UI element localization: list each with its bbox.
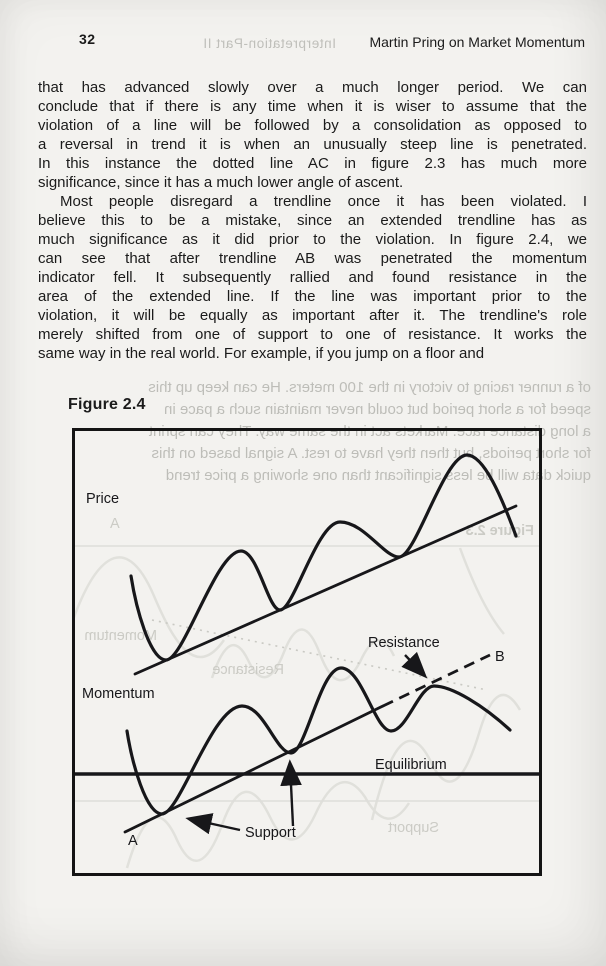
momentum-trendline-ab	[125, 655, 490, 832]
figure-2-4	[72, 428, 542, 876]
bleedthrough-curves	[72, 548, 520, 868]
text-line: violation of a line will be followed by a consolidation as opposed to	[38, 117, 587, 134]
figure-caption: Figure 2.4	[68, 396, 146, 413]
text-line: merely shifted from one of support to one of resistance. It works the	[38, 326, 587, 343]
text-line: can see that after trendline AB was penetrated the momentum	[38, 250, 587, 267]
resistance-arrow	[405, 655, 424, 675]
bleedthrough-label-a: A	[110, 516, 120, 532]
body-text	[38, 78, 587, 363]
bleedthrough-line: speed for a short period but could never maintain such a pace in	[164, 401, 591, 418]
paragraph-2	[38, 192, 587, 363]
text-line: believe this to be a mistake, since an extended trendline has as	[38, 212, 587, 229]
price-label: Price	[86, 491, 120, 507]
point-b-label: B	[495, 649, 505, 665]
text-line: indicator fell. It subsequently rallied and found resistance in the	[38, 269, 587, 286]
support-arrow-left	[190, 819, 240, 830]
bleedthrough-figure-ref: Figure 2.3	[465, 523, 534, 539]
point-a-label: A	[128, 833, 138, 849]
momentum-curve	[127, 668, 510, 814]
text-line: Most people disregard a trendline once it has been violated. I	[60, 193, 587, 210]
figure-2-4-diagram	[72, 428, 542, 876]
bleedthrough-line: of a runner racing to victory in the 100 meters. He can keep up this	[148, 379, 591, 396]
extended-dashed-line	[383, 655, 490, 706]
text-line: violation, it will be equally as important after it. The trendline's role	[38, 307, 587, 324]
price-curve	[131, 455, 516, 660]
text-line: that has advanced slowly over a much longer period. We can	[38, 79, 587, 96]
resistance-label: Resistance	[368, 635, 440, 651]
bleedthrough-header: Interpretation-Part II	[202, 36, 336, 51]
bleedthrough-line: for short periods, but then they have to rest. A signal based on this	[151, 445, 591, 462]
figure-border	[74, 430, 541, 875]
support-label: Support	[245, 825, 296, 841]
paragraph-1	[38, 78, 587, 192]
panel-rules	[72, 546, 542, 801]
text-line: same way in the real world. For example, if you jump on a floor and	[38, 345, 485, 362]
text-line: area of the extended line. If the line was important prior to the	[38, 288, 587, 305]
equilibrium-label: Equilibrium	[375, 757, 447, 773]
bleedthrough-line: a long distance race. Markets act in the same way. They can sprint	[148, 423, 591, 440]
text-line: a reversal in trend it is when an unusually steep line is penetrated.	[38, 136, 587, 153]
text-line: In this instance the dotted line AC in figure 2.3 has much more	[38, 155, 587, 172]
momentum-label: Momentum	[82, 686, 155, 702]
running-title: Martin Pring on Market Momentum	[369, 34, 585, 50]
bleedthrough-label-support: Support	[388, 820, 439, 836]
bleedthrough-label-resistance: Resistance	[212, 662, 284, 678]
text-line: significance, since it has a much lower angle of ascent.	[38, 174, 404, 191]
text-line: conclude that if there is any time when it is wiser to assume that the	[38, 98, 587, 115]
text-line: much significance as it did prior to the violation. In figure 2.4, we	[38, 231, 587, 248]
bleedthrough-line: quick data will be less significant than one showing a price trend	[165, 467, 591, 484]
page-number: 32	[79, 31, 96, 47]
bleedthrough-label-momentum: Momentum	[84, 628, 157, 644]
